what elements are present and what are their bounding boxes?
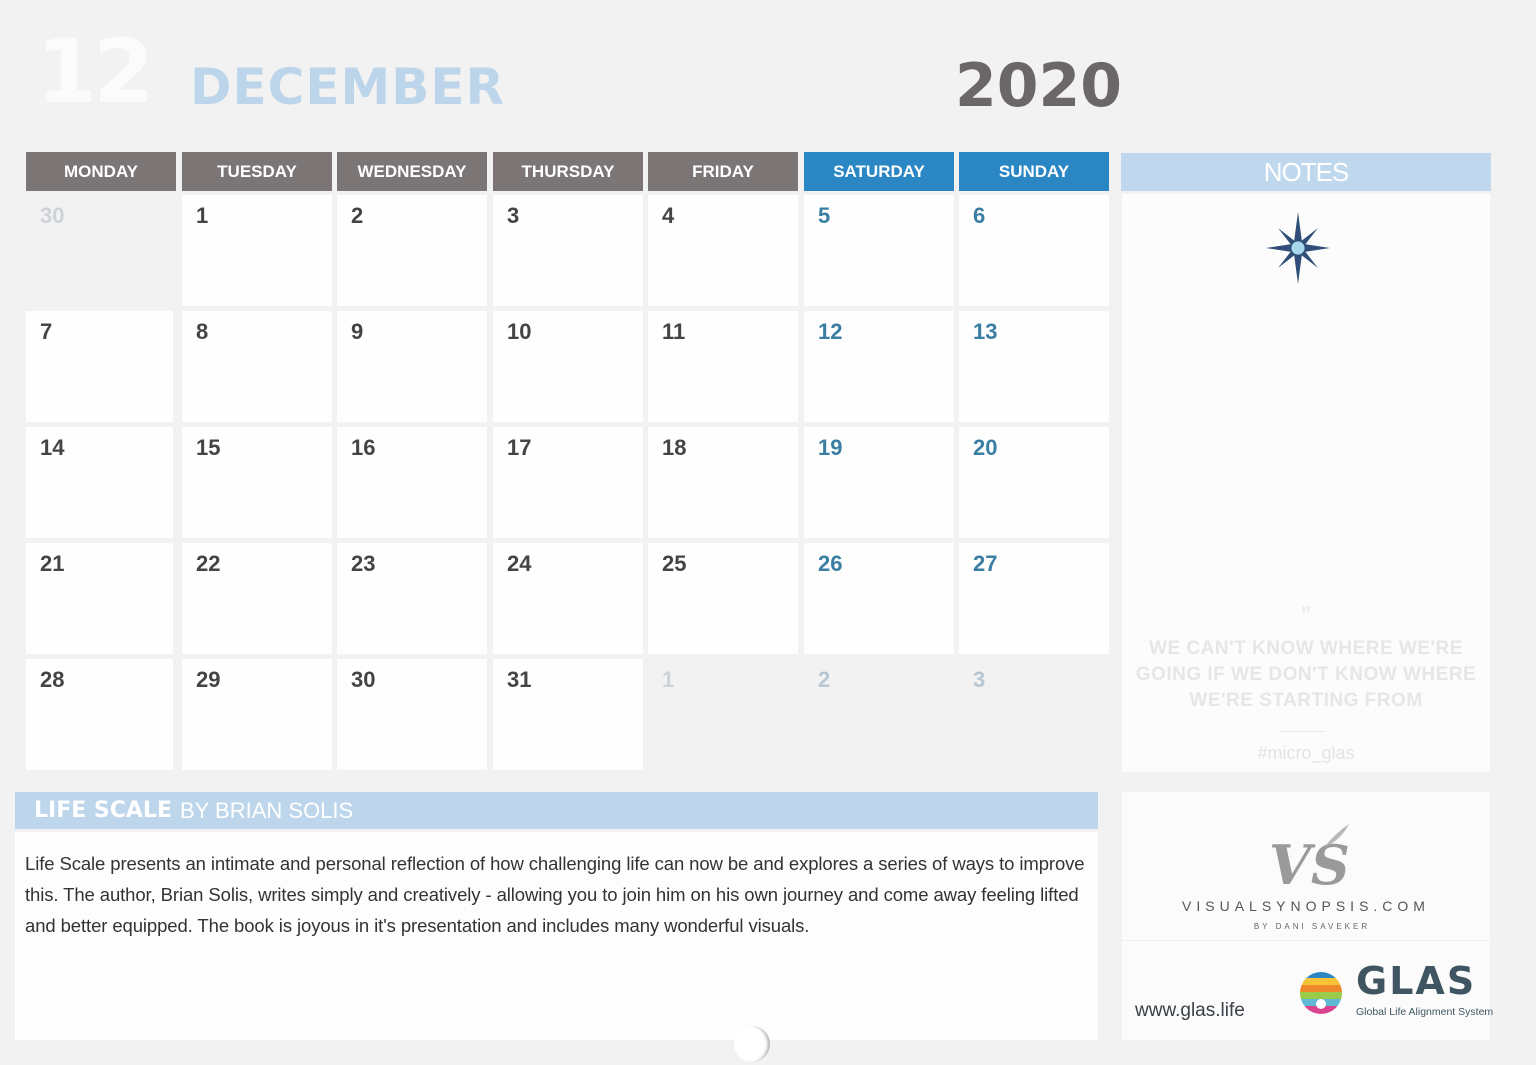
day-cell[interactable] — [648, 659, 798, 770]
weekday-header-friday: FRIDAY — [648, 152, 798, 191]
day-cell[interactable] — [337, 427, 487, 538]
day-cell[interactable] — [804, 195, 954, 306]
day-cell[interactable] — [26, 311, 173, 422]
day-number: 11 — [662, 319, 686, 344]
day-number: 28 — [40, 667, 65, 692]
glas-tagline: Global Life Alignment System — [1356, 1006, 1494, 1018]
day-cell[interactable] — [337, 195, 487, 306]
day-number: 2 — [351, 203, 364, 228]
day-cell[interactable] — [337, 659, 487, 770]
branding-divider — [1122, 940, 1490, 941]
weekday-header-tuesday: TUESDAY — [182, 152, 332, 191]
svg-text:VS: VS — [1269, 833, 1350, 890]
visual-synopsis-logo-icon — [1265, 822, 1355, 890]
month-number: 12 — [36, 20, 151, 123]
weekday-header-saturday: SATURDAY — [804, 152, 954, 191]
day-number: 10 — [507, 319, 532, 344]
binder-hole — [734, 1026, 770, 1062]
day-cell[interactable] — [959, 543, 1109, 654]
day-number: 30 — [351, 667, 376, 692]
day-number: 19 — [818, 435, 843, 460]
book-header — [15, 792, 1098, 829]
day-cell[interactable] — [648, 427, 798, 538]
day-number: 13 — [973, 319, 998, 344]
day-cell[interactable] — [182, 543, 332, 654]
day-cell[interactable] — [959, 195, 1109, 306]
day-cell[interactable] — [26, 543, 173, 654]
glas-website-link[interactable]: www.glas.life — [1135, 1000, 1245, 1021]
day-number: 16 — [351, 435, 376, 460]
day-cell[interactable] — [182, 427, 332, 538]
visual-synopsis-author: BY DANI SAVEKER — [1253, 922, 1371, 931]
day-cell[interactable] — [648, 311, 798, 422]
quote-text: WE CAN'T KNOW WHERE WE'RE GOING IF WE DON'T KNOW WHERE WE'RE STARTING FROM — [1135, 638, 1477, 711]
day-number: 21 — [40, 551, 65, 576]
day-number: 30 — [40, 203, 65, 228]
glas-logo-text: GLAS — [1356, 959, 1477, 1003]
day-number: 3 — [973, 667, 986, 692]
day-cell[interactable] — [493, 195, 643, 306]
day-cell[interactable] — [804, 543, 954, 654]
day-cell[interactable] — [804, 659, 954, 770]
day-number: 14 — [40, 435, 65, 460]
day-number: 5 — [818, 203, 831, 228]
notes-header: NOTES — [1121, 153, 1491, 191]
day-cell[interactable] — [804, 311, 954, 422]
weekday-header-sunday: SUNDAY — [959, 152, 1109, 191]
year: 2020 — [955, 51, 1122, 121]
day-number: 27 — [973, 551, 998, 576]
day-cell[interactable] — [493, 311, 643, 422]
day-cell[interactable] — [493, 427, 643, 538]
day-number: 20 — [973, 435, 998, 460]
quote-divider — [1279, 731, 1325, 732]
day-cell[interactable] — [648, 543, 798, 654]
glas-globe-icon — [1298, 970, 1344, 1016]
day-number: 17 — [507, 435, 532, 460]
day-number: 23 — [351, 551, 376, 576]
day-cell[interactable] — [337, 311, 487, 422]
day-cell[interactable] — [959, 427, 1109, 538]
day-cell[interactable] — [493, 659, 643, 770]
day-number: 22 — [196, 551, 221, 576]
day-cell[interactable] — [26, 427, 173, 538]
day-number: 29 — [196, 667, 221, 692]
day-number: 6 — [973, 203, 986, 228]
hashtag: #micro_glas — [1257, 743, 1355, 763]
day-number: 2 — [818, 667, 831, 692]
day-cell[interactable] — [182, 195, 332, 306]
weekday-header-wednesday: WEDNESDAY — [337, 152, 487, 191]
day-cell[interactable] — [26, 195, 173, 306]
book-byline: BY BRIAN SOLIS — [179, 797, 354, 823]
day-cell[interactable] — [182, 659, 332, 770]
day-cell[interactable] — [648, 195, 798, 306]
day-cell[interactable] — [337, 543, 487, 654]
day-number: 8 — [196, 319, 209, 344]
day-number: 18 — [662, 435, 687, 460]
day-number: 4 — [662, 203, 675, 228]
day-number: 24 — [507, 551, 532, 576]
day-cell[interactable] — [26, 659, 173, 770]
day-number: 31 — [507, 667, 532, 692]
quote-mark-icon: ” — [1300, 602, 1312, 627]
day-number: 12 — [818, 319, 843, 344]
month-name: DECEMBER — [190, 58, 506, 116]
day-cell[interactable] — [182, 311, 332, 422]
day-number: 7 — [40, 319, 53, 344]
day-cell[interactable] — [493, 543, 643, 654]
weekday-header-thursday: THURSDAY — [493, 152, 643, 191]
day-number: 15 — [196, 435, 221, 460]
book-description: Life Scale presents an intimate and personal reflection of how challenging life can now be and explores a series of ways to improve this. The author, Brian Solis, writes simply and creatively - allowing you to join him on his own journey and come away feeling lifted and better equipped. The book is joyous in it's presentation and includes many wonderful visuals. — [25, 853, 1085, 936]
compass-rose-icon — [1264, 210, 1332, 286]
day-number: 3 — [507, 203, 520, 228]
day-number: 26 — [818, 551, 843, 576]
visual-synopsis-site[interactable]: VISUALSYNOPSIS.COM — [1182, 898, 1430, 914]
book-title: LIFE SCALE — [34, 798, 172, 823]
day-number: 25 — [662, 551, 687, 576]
day-number: 1 — [196, 203, 209, 228]
day-cell[interactable] — [804, 427, 954, 538]
day-number: 1 — [662, 667, 675, 692]
weekday-header-monday: MONDAY — [26, 152, 176, 191]
day-cell[interactable] — [959, 659, 1109, 770]
day-cell[interactable] — [959, 311, 1109, 422]
day-number: 9 — [351, 319, 364, 344]
